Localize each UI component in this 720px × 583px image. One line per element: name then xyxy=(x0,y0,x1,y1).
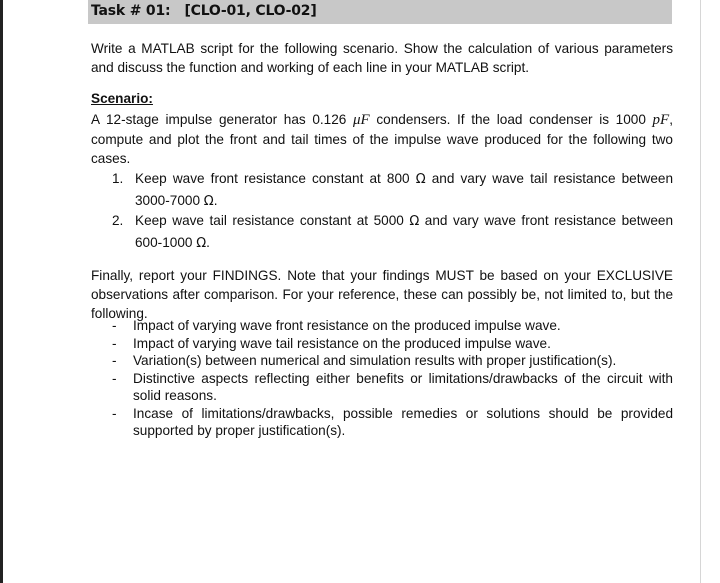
load-unit: pF xyxy=(652,112,670,128)
capacitance-unit: μF xyxy=(353,112,370,128)
list-item-text: Incase of limitations/drawbacks, possible remedies or solutions should be provided supported by proper justification(s). xyxy=(133,406,673,439)
intro-paragraph: Write a MATLAB script for the following scenario. Show the calculation of various parameters and discuss the function and working of each line in your MATLAB script. xyxy=(91,41,673,75)
ohm-symbol: Ω xyxy=(203,194,214,209)
case-text-end: . xyxy=(206,235,210,250)
ohm-symbol: Ω xyxy=(415,172,426,187)
task-label: Task # 01: xyxy=(91,3,171,19)
list-item-text: Variation(s) between numerical and simulation results with proper justification(s). xyxy=(133,353,617,369)
scenario-text-middle: condensers. If the load condenser is 1000 xyxy=(369,112,653,127)
list-item xyxy=(112,318,673,335)
case-text xyxy=(135,210,673,254)
ohm-symbol: Ω xyxy=(196,236,207,251)
bullet-dash: - xyxy=(112,370,117,386)
task-title xyxy=(91,3,317,19)
case-item-1 xyxy=(112,168,673,212)
case-text-b: and vary wave tail resistance between 3000-7000 xyxy=(135,171,673,208)
case-text-a: Keep wave tail resistance constant at 5000 xyxy=(135,213,410,228)
case-text-b: and vary wave front resistance between 600-1000 xyxy=(135,213,674,250)
case-number: 1. xyxy=(112,171,124,186)
scenario-heading: Scenario: xyxy=(91,91,153,106)
left-border xyxy=(0,0,3,583)
findings-paragraph: Finally, report your FINDINGS. Note that your findings MUST be based on your EXCLUSIVE observations after comparison. For your reference, these can possibly be, not limited to, but the following. xyxy=(91,268,673,321)
list-item xyxy=(112,371,673,405)
bullet-dash: - xyxy=(112,406,117,422)
case-item-2 xyxy=(112,210,673,254)
list-item xyxy=(112,406,673,440)
bullet-dash: - xyxy=(112,318,117,333)
scenario-text-before: A 12-stage impulse generator has 0.126 xyxy=(91,112,353,127)
list-item-text: Distinctive aspects reflecting either benefits or limitations/drawbacks of the circuit with solid reasons. xyxy=(133,370,673,403)
scenario-paragraph xyxy=(91,110,673,168)
list-item-text: Impact of varying wave tail resistance on the produced impulse wave. xyxy=(133,335,551,351)
list-item xyxy=(112,353,673,370)
findings-list xyxy=(112,318,673,440)
list-item xyxy=(112,336,673,353)
right-border xyxy=(700,0,701,583)
bullet-dash: - xyxy=(112,335,117,351)
case-text-end: . xyxy=(213,193,218,208)
task-clo: [CLO-01, CLO-02] xyxy=(184,3,317,19)
ohm-symbol: Ω xyxy=(409,214,420,229)
case-number: 2. xyxy=(112,213,124,228)
bullet-dash: - xyxy=(112,353,117,369)
list-item-text: Impact of varying wave front resistance on the produced impulse wave. xyxy=(133,318,561,333)
scenario-text-after: , compute and plot the front and tail times of the impulse wave produced for the following two cases. xyxy=(91,112,673,166)
case-text-a: Keep wave front resistance constant at 800 xyxy=(135,171,416,186)
case-text xyxy=(135,168,673,212)
